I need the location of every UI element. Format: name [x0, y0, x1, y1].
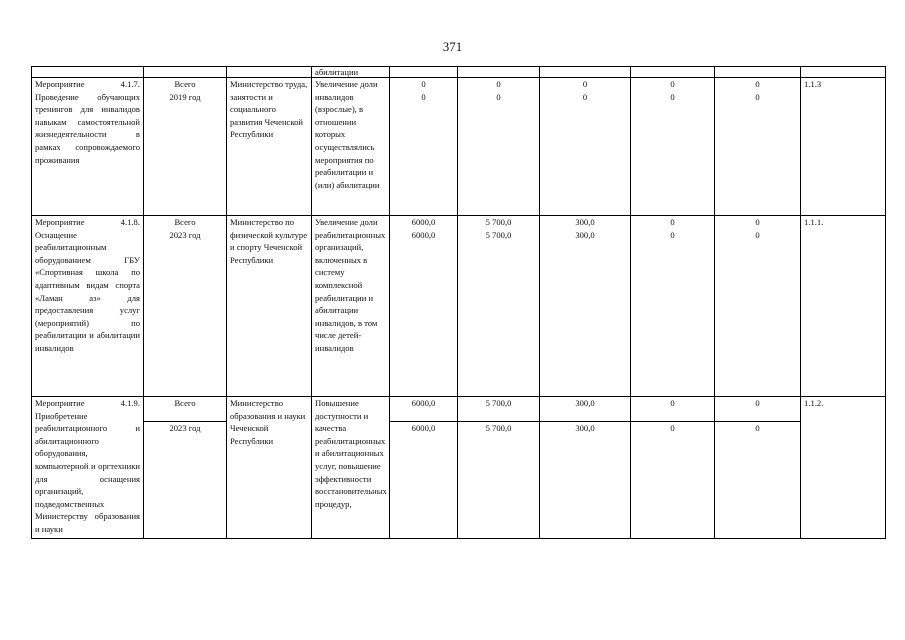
period-total: Всего — [174, 79, 196, 89]
period-cell — [144, 216, 227, 397]
period-cell — [144, 78, 227, 216]
code-cell: 1.1.2. — [801, 397, 886, 539]
table-row — [32, 422, 886, 539]
value-cell: 0 — [715, 397, 801, 422]
value-cell: 0 0 — [715, 78, 801, 216]
value-cell: 0 — [715, 422, 801, 539]
value-cell: 0 0 — [540, 78, 631, 216]
value-cell: 300,0 — [540, 397, 631, 422]
table-row — [32, 397, 886, 422]
table-row-continuation — [32, 67, 886, 78]
value-cell: 0 0 — [458, 78, 540, 216]
period-total: Всего — [174, 217, 196, 227]
table-row — [32, 78, 886, 216]
value-cell: 300,0 300,0 — [540, 216, 631, 397]
value-cell: 5 700,0 5 700,0 — [458, 216, 540, 397]
period-total: Всего — [144, 397, 227, 422]
measure-name: Мероприятие 4.1.7. Проведение обучающих тренингов для инвалидов навыкам самостоятельной жизнедеятельности в рамках сопровождаемого проживания — [32, 78, 144, 216]
measure-name: Мероприятие 4.1.9. Приобретение реабилитационного и абилитационного оборудования, компьютерной и оргтехники для оснащения организаций, подведомственных Министерству образования и науки — [32, 397, 144, 539]
executor-cell: Министерство образования и науки Чеченской Республики — [227, 397, 312, 539]
value-cell: 5 700,0 — [458, 397, 540, 422]
program-table — [31, 66, 886, 539]
table-row — [32, 216, 886, 397]
value-cell: 300,0 — [540, 422, 631, 539]
period-year: 2019 год — [169, 91, 201, 102]
value-cell: 0 0 — [631, 78, 715, 216]
executor-cell: Министерство по физической культуре и спорту Чеченской Республики — [227, 216, 312, 397]
value-cell: 6000,0 6000,0 — [390, 216, 458, 397]
page-number: 371 — [442, 39, 463, 54]
code-cell: 1.1.1. — [801, 216, 886, 397]
measure-name: Мероприятие 4.1.8. Оснащение реабилитационным оборудованием ГБУ «Спортивная школа по адаптивным видам спорта «Ламан аз» для предоставления услуг (мероприятий) по реабилитации и абилитации инвалидов — [32, 216, 144, 397]
value-cell: 0 — [631, 397, 715, 422]
value-cell: 0 — [631, 422, 715, 539]
indicator-cell: Увеличение доли реабилитационных организаций, включенных в систему комплексной реабилитации и абилитации инвалидов, в том числе детей-инвалидов — [312, 216, 390, 397]
code-cell: 1.1.3 — [801, 78, 886, 216]
value-cell: 0 0 — [390, 78, 458, 216]
period-year: 2023 год — [169, 229, 201, 240]
value-cell: 5 700,0 — [458, 422, 540, 539]
executor-cell: Министерство труда, занятости и социального развития Чеченской Республики — [227, 78, 312, 216]
indicator-cell: Повышение доступности и качества реабилитационных и абилитационных услуг, повышение эффективности восстановительных процедур, — [312, 397, 390, 539]
indicator-cell: абилитации — [312, 67, 390, 78]
value-cell: 0 0 — [715, 216, 801, 397]
indicator-cell: Увеличение доли инвалидов (взрослые), в отношении которых осуществлялись мероприятия по реабилитации и (или) абилитации — [312, 78, 390, 216]
value-cell: 6000,0 — [390, 397, 458, 422]
period-year: 2023 год — [144, 422, 227, 539]
value-cell: 6000,0 — [390, 422, 458, 539]
value-cell: 0 0 — [631, 216, 715, 397]
